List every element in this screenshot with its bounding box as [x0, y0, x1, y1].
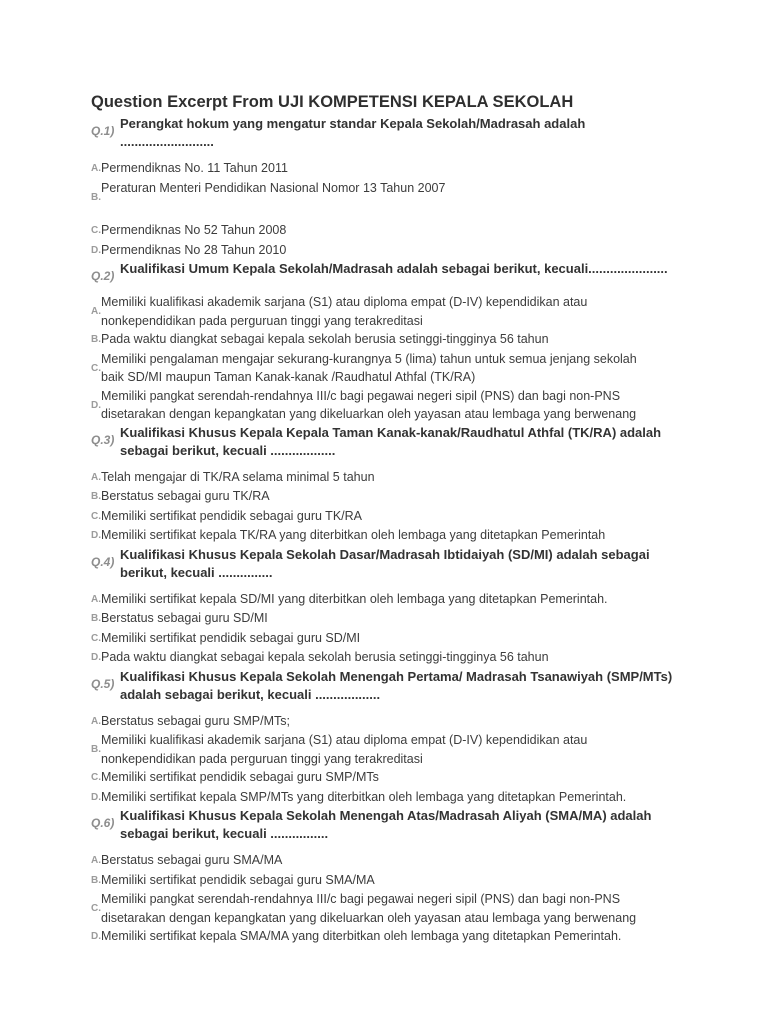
option-a	[91, 712, 761, 732]
option-b	[91, 871, 761, 891]
option-letter: C.	[91, 903, 101, 914]
question-text: Kualifikasi Umum Kepala Sekolah/Madrasah adalah sebagai berikut, kecuali......................	[120, 261, 668, 276]
option-letter: B.	[91, 191, 101, 203]
option-b	[91, 330, 761, 350]
document-page	[91, 92, 761, 947]
option-text: Memiliki pangkat serendah-rendahnya III/c bagi pegawai negeri sipil (PNS) dan bagi non-PNS disetarakan dengan kepangkatan yang dikeluarkan oleh yayasan atau lembaga yang berwenang	[101, 388, 637, 421]
option-letter: D.	[91, 399, 101, 411]
option-text: Memiliki kualifikasi akademik sarjana (S1) atau diploma empat (D-IV) kependidikan atau nonkependidikan pada perguruan tinggi yang terakreditasi	[101, 295, 588, 328]
option-text: Telah mengajar di TK/RA selama minimal 5 tahun	[101, 469, 375, 484]
option-d	[91, 241, 761, 261]
option-text: Memiliki sertifikat pendidik sebagai guru SD/MI	[101, 630, 361, 645]
option-letter: A.	[91, 306, 101, 317]
question-text: Perangkat hokum yang mengatur standar Kepala Sekolah/Madrasah adalah ..........................	[120, 116, 586, 149]
option-c	[91, 629, 761, 649]
option-c	[91, 768, 761, 788]
option-d	[91, 788, 761, 808]
question-6	[91, 807, 761, 843]
option-letter: B.	[91, 874, 101, 886]
option-letter: B.	[91, 491, 101, 502]
option-text: Pada waktu diangkat sebagai kepala sekolah berusia setinggi-tingginya 56 tahun	[101, 650, 549, 664]
option-b	[91, 609, 761, 629]
option-text: Permendiknas No 28 Tahun 2010	[101, 242, 287, 257]
option-letter: A.	[91, 163, 101, 174]
question-text: Kualifikasi Khusus Kepala Sekolah Menengah Pertama/ Madrasah Tsanawiyah (SMP/MTs) adalah sebagai berikut, kecuali ..................	[120, 668, 673, 702]
option-text: Memiliki pengalaman mengajar sekurang-kurangnya 5 (lima) tahun untuk semua jenjang sekolah baik SD/MI maupun Taman Kanak-kanak /Raudhatul Athfal (TK/RA)	[101, 351, 637, 384]
option-text: Memiliki sertifikat kepala TK/RA yang diterbitkan oleh lembaga yang ditetapkan Pemerintah	[101, 528, 606, 542]
option-text: Memiliki pangkat serendah-rendahnya III/c bagi pegawai negeri sipil (PNS) dan bagi non-PNS disetarakan dengan kepangkatan yang dikeluarkan oleh yayasan atau lembaga yang berwenang	[101, 892, 637, 925]
option-text: Memiliki sertifikat kepala SD/MI yang diterbitkan oleh lembaga yang ditetapkan Pemerintah.	[101, 591, 608, 606]
option-letter: D.	[91, 791, 101, 803]
option-b	[91, 487, 761, 507]
option-text: Berstatus sebagai guru SMA/MA	[101, 853, 283, 867]
question-4	[91, 546, 761, 582]
question-number: Q.6)	[91, 816, 115, 830]
option-d	[91, 648, 761, 668]
option-letter: A.	[91, 593, 101, 605]
option-letter: D.	[91, 244, 101, 256]
option-letter: A.	[91, 715, 101, 727]
option-letter: C.	[91, 225, 101, 236]
option-text: Permendiknas No. 11 Tahun 2011	[101, 161, 288, 175]
question-number: Q.3)	[91, 432, 115, 447]
option-letter: C.	[91, 362, 101, 374]
option-a	[91, 851, 761, 871]
option-d	[91, 526, 761, 546]
option-text: Permendiknas No 52 Tahun 2008	[101, 223, 287, 237]
option-c	[91, 890, 761, 927]
option-c	[91, 350, 761, 387]
document-title: Question Excerpt From UJI KOMPETENSI KEPALA SEKOLAH	[91, 93, 574, 111]
option-text: Berstatus sebagai guru SMP/MTs;	[101, 713, 290, 728]
option-a	[91, 293, 761, 330]
question-text: Kualifikasi Khusus Kepala Sekolah Menengah Atas/Madrasah Aliyah (SMA/MA) adalah sebagai berikut, kecuali ................	[120, 808, 652, 841]
option-a	[91, 468, 761, 488]
option-letter: B.	[91, 613, 101, 624]
option-text: Berstatus sebagai guru TK/RA	[101, 489, 270, 503]
option-text: Memiliki sertifikat pendidik sebagai guru SMP/MTs	[101, 770, 379, 784]
question-3	[91, 424, 761, 460]
option-c	[91, 507, 761, 527]
option-b	[91, 731, 761, 768]
question-number: Q.4)	[91, 554, 115, 569]
question-2	[91, 260, 761, 285]
option-text: Memiliki sertifikat kepala SMA/MA yang diterbitkan oleh lembaga yang ditetapkan Pemerintah.	[101, 929, 622, 943]
question-number: Q.5)	[91, 676, 115, 691]
option-letter: C.	[91, 772, 101, 783]
question-text: Kualifikasi Khusus Kepala Kepala Taman Kanak-kanak/Raudhatul Athfal (TK/RA) adalah sebagai berikut, kecuali ..................	[120, 424, 662, 458]
question-text: Kualifikasi Khusus Kepala Sekolah Dasar/Madrasah Ibtidaiyah (SD/MI) adalah sebagai berikut, kecuali ...............	[120, 546, 650, 580]
option-d	[91, 927, 761, 947]
option-letter: C.	[91, 632, 101, 644]
option-d	[91, 387, 761, 424]
option-letter: A.	[91, 855, 101, 866]
question-5	[91, 668, 761, 704]
option-letter: B.	[91, 334, 101, 345]
option-letter: B.	[91, 744, 101, 755]
option-a	[91, 159, 761, 179]
option-letter: D.	[91, 530, 101, 541]
option-letter: A.	[91, 471, 101, 483]
option-text: Berstatus sebagai guru SD/MI	[101, 611, 268, 625]
question-number: Q.2)	[91, 269, 115, 283]
option-c	[91, 221, 761, 241]
option-b	[91, 179, 761, 208]
option-text: Memiliki sertifikat pendidik sebagai guru TK/RA	[101, 508, 362, 523]
option-text: Peraturan Menteri Pendidikan Nasional Nomor 13 Tahun 2007	[101, 180, 446, 195]
option-text: Memiliki kualifikasi akademik sarjana (S1) atau diploma empat (D-IV) kependidikan atau nonkependidikan pada perguruan tinggi yang terakreditasi	[101, 733, 588, 766]
option-letter: D.	[91, 931, 101, 942]
option-text: Memiliki sertifikat kepala SMP/MTs yang diterbitkan oleh lembaga yang ditetapkan Pemerintah.	[101, 789, 627, 804]
option-letter: D.	[91, 652, 101, 663]
option-text: Pada waktu diangkat sebagai kepala sekolah berusia setinggi-tingginya 56 tahun	[101, 332, 549, 346]
option-letter: C.	[91, 510, 101, 522]
option-text: Memiliki sertifikat pendidik sebagai guru SMA/MA	[101, 872, 375, 887]
question-1	[91, 115, 761, 151]
question-number: Q.1)	[91, 124, 115, 138]
option-a	[91, 590, 761, 610]
